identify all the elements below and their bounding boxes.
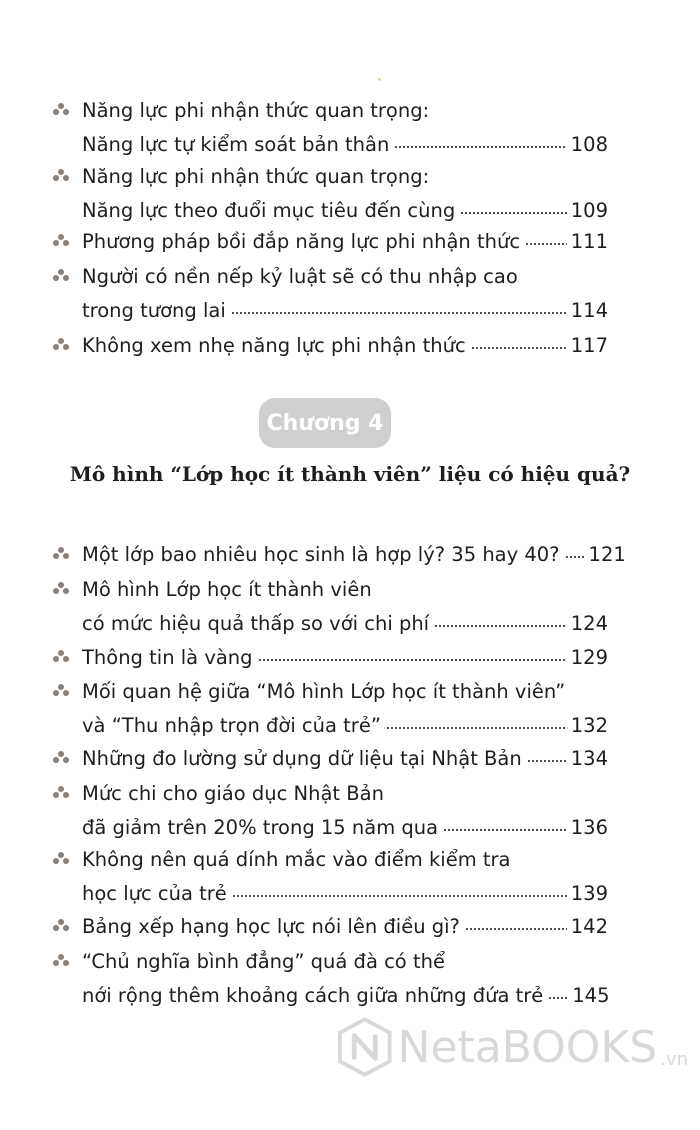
toc-entry-title-line1: Không nên quá dính mắc vào điểm kiểm tra [82, 848, 511, 871]
toc-entry[interactable] [52, 538, 626, 572]
leader-dots [465, 925, 567, 933]
toc-entry-page: 109 [570, 199, 608, 222]
netabooks-watermark [338, 1012, 688, 1082]
toc-entry-page: 108 [570, 133, 608, 156]
trefoil-bullet-icon [52, 103, 70, 117]
toc-entry-title: Bảng xếp hạng học lực nói lên điều gì? [82, 915, 460, 938]
leader-dots [471, 344, 567, 352]
trefoil-bullet-icon [52, 547, 70, 561]
trefoil-bullet-icon [52, 338, 70, 352]
toc-entry-title-line2: đã giảm trên 20% trong 15 năm qua [82, 816, 439, 839]
toc-entry-title-line2: và “Thu nhập trọn đời của trẻ” [82, 714, 381, 737]
leader-dots [527, 757, 567, 765]
toc-entry-page: 145 [572, 984, 610, 1007]
toc-entry-title: Một lớp bao nhiêu học sinh là hợp lý? 35 hay 40? [82, 543, 560, 566]
toc-entry-title-line2: Năng lực theo đuổi mục tiêu đến cùng [82, 199, 456, 222]
leader-dots [443, 826, 567, 834]
trefoil-bullet-icon [52, 582, 70, 596]
toc-entry-title-line1: Năng lực phi nhận thức quan trọng: [82, 99, 430, 122]
toc-entry[interactable] [52, 160, 608, 228]
leader-dots [460, 209, 567, 217]
trefoil-bullet-icon [52, 650, 70, 664]
toc-entry[interactable] [52, 742, 608, 776]
trefoil-bullet-icon [52, 919, 70, 933]
leader-dots [394, 143, 566, 151]
toc-entry[interactable] [52, 843, 608, 911]
toc-entry-page: 111 [570, 230, 608, 253]
leader-dots [548, 994, 568, 1002]
leader-dots [434, 622, 567, 630]
toc-entry[interactable] [52, 675, 608, 743]
toc-entry-page: 121 [588, 543, 626, 566]
trefoil-bullet-icon [52, 234, 70, 248]
toc-entry-title-line1: Người có nền nếp kỷ luật sẽ có thu nhập cao [82, 265, 518, 288]
toc-entry-title-line1: Mô hình Lớp học ít thành viên [82, 578, 372, 601]
toc-entry-title-line2: trong tương lai [82, 299, 226, 322]
toc-entry[interactable] [52, 945, 608, 1013]
toc-entry-page: 129 [570, 646, 608, 669]
toc-entry[interactable] [52, 777, 608, 845]
toc-entry-page: 117 [570, 334, 608, 357]
toc-entry-title-line2: nới rộng thêm khoảng cách giữa những đứa trẻ [82, 984, 544, 1007]
trefoil-bullet-icon [52, 269, 70, 283]
trefoil-bullet-icon [52, 852, 70, 866]
decorative-dot [378, 78, 381, 81]
toc-entry-title-line1: “Chủ nghĩa bình đẳng” quá đà có thể [82, 950, 445, 973]
trefoil-bullet-icon [52, 169, 70, 183]
toc-entry-title: Những đo lường sử dụng dữ liệu tại Nhật Bản [82, 747, 522, 770]
trefoil-bullet-icon [52, 786, 70, 800]
toc-entry[interactable] [52, 225, 608, 259]
toc-entry-title-line2: có mức hiệu quả thấp so với chi phí [82, 612, 430, 635]
toc-entry[interactable] [52, 329, 608, 363]
toc-entry-page: 124 [570, 612, 608, 635]
toc-entry-title: Không xem nhẹ năng lực phi nhận thức [82, 334, 466, 357]
leader-dots [258, 656, 567, 664]
trefoil-bullet-icon [52, 954, 70, 968]
toc-entry[interactable] [52, 94, 608, 162]
toc-entry-page: 132 [570, 714, 608, 737]
leader-dots [565, 553, 585, 561]
chapter-title: Mô hình “Lớp học ít thành viên” liệu có hiệu quả? [69, 462, 631, 486]
toc-entry-title-line2: Năng lực tự kiểm soát bản thân [82, 133, 390, 156]
toc-entry[interactable] [52, 641, 608, 675]
toc-entry[interactable] [52, 260, 608, 328]
watermark-suffix: .vn [660, 1049, 688, 1070]
trefoil-bullet-icon [52, 684, 70, 698]
toc-entry[interactable] [52, 573, 608, 641]
leader-dots [231, 309, 567, 317]
toc-entry-page: 136 [570, 816, 608, 839]
toc-entry-title-line1: Mức chi cho giáo dục Nhật Bản [82, 782, 384, 805]
trefoil-bullet-icon [52, 751, 70, 765]
toc-entry-title-line1: Năng lực phi nhận thức quan trọng: [82, 165, 430, 188]
toc-entry-title-line1: Mối quan hệ giữa “Mô hình Lớp học ít thành viên” [82, 680, 566, 703]
leader-dots [232, 892, 567, 900]
toc-entry[interactable] [52, 910, 608, 944]
chapter-badge: Chương 4 [259, 398, 391, 448]
toc-entry-page: 139 [570, 882, 608, 905]
watermark-text: NetaBOOKS [397, 1021, 658, 1073]
netabooks-logo-icon [338, 1016, 392, 1078]
toc-entry-title-line2: học lực của trẻ [82, 882, 227, 905]
toc-entry-title: Phương pháp bồi đắp năng lực phi nhận thức [82, 230, 521, 253]
leader-dots [525, 240, 567, 248]
toc-entry-page: 114 [570, 299, 608, 322]
toc-entry-page: 142 [570, 915, 608, 938]
leader-dots [386, 724, 567, 732]
toc-entry-title: Thông tin là vàng [82, 646, 253, 669]
toc-entry-page: 134 [570, 747, 608, 770]
